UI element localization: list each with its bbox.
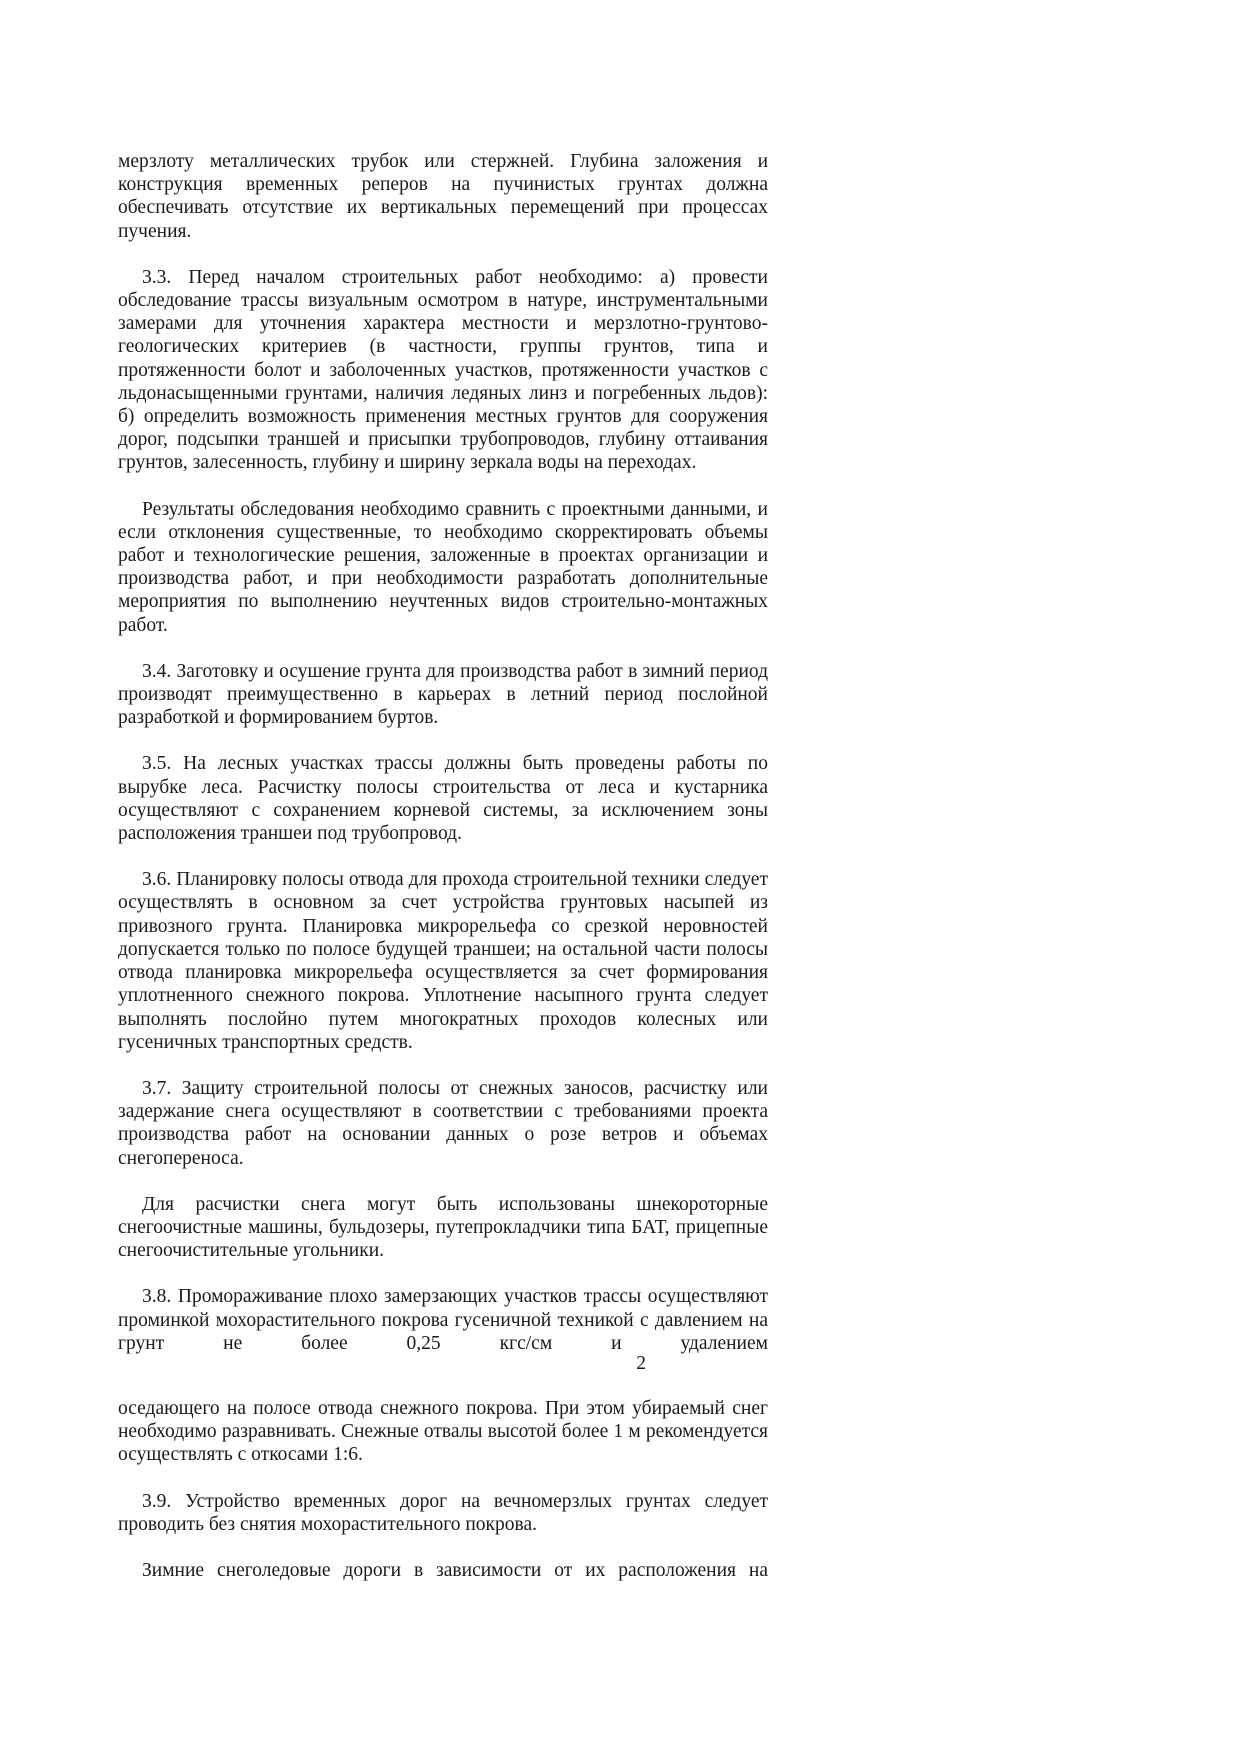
- paragraph-3-6: 3.6. Планировку полосы отвода для прохода строительной техники следует осуществлять в основном за счет устройства грунтовых насыпей из привозного грунта. Планировка микрорельефа со срезкой неровностей допускается только по полосе будущей траншеи; на остальной части полосы отвода планировка микрорельефа осуществляется за счет формирования уплотненного снежного покрова. Уплотнение насыпного грунта следует выполнять послойно путем многократных проходов колесных или гусеничных транспортных средств.: [118, 869, 768, 1053]
- paragraph-3-8-continued: оседающего на полосе отвода снежного покрова. При этом убираемый снег необходимо разравнивать. Снежные отвалы высотой более 1 м рекомендуется осуществлять с откосами 1:6.: [118, 1397, 768, 1466]
- paragraph-3-5: 3.5. На лесных участках трассы должны быть проведены работы по вырубке леса. Расчистку полосы строительства от леса и кустарника осуществляют с сохранением корневой системы, за исключением зоны расположения траншеи под трубопровод.: [118, 753, 768, 845]
- paragraph-3-8: [118, 1285, 768, 1355]
- paragraph-3-4: 3.4. Заготовку и осушение грунта для производства работ в зимний период производят преимущественно в карьерах в летний период послойной разработкой и формированием буртов.: [118, 660, 768, 729]
- paragraph-winter-roads: Зимние снеголедовые дороги в зависимости от их расположения на: [142, 1559, 768, 1581]
- paragraph-3-7: 3.7. Защиту строительной полосы от снежных заносов, расчистку или задержание снега осуществляют в соответствии с требованиями проекта производства работ на основании данных о розе ветров и объемах снегопереноса.: [118, 1077, 768, 1169]
- paragraph-3-9: 3.9. Устройство временных дорог на вечномерзлых грунтах следует проводить без снятия мохорастительного покрова.: [118, 1490, 768, 1535]
- paragraph-intro: мерзлоту металлических трубок или стержней. Глубина заложения и конструкция временных реперов на пучинистых грунтах должна обеспечивать отсутствие их вертикальных перемещений при процессах пучения.: [118, 151, 768, 242]
- paragraph-3-8-text-before: 3.8. Промораживание плохо замерзающих участков трассы осуществляют проминкой мохорастительного покрова гусеничной техникой с давлением на грунт не более 0,25 кгс/см и удалением: [118, 1286, 768, 1354]
- paragraph-results: Результаты обследования необходимо сравнить с проектными данными, и если отклонения существенные, то необходимо скорректировать объемы работ и технологические решения, заложенные в проектах организации и производства работ, и при необходимости разработать дополнительные мероприятия по выполнению неучтенных видов строительно-монтажных работ.: [118, 498, 768, 636]
- document-page: [118, 150, 768, 1605]
- superscript-mark: 2: [636, 1352, 646, 1374]
- paragraph-3-3: 3.3. Перед началом строительных работ необходимо: а) провести обследование трассы визуальным осмотром в натуре, инструментальными замерами для уточнения характера местности и мерзлотно-грунтово-геологических критериев (в частности, группы грунтов, типа и протяженности болот и заболоченных участков, протяженности участков с льдонасыщенными грунтами, наличия ледяных линз и погребенных льдов): б) определить возможность применения местных грунтов для сооружения дорог, подсыпки траншей и присыпки трубопроводов, глубину оттаивания грунтов, залесенность, глубину и ширину зеркала воды на переходах.: [118, 266, 768, 474]
- paragraph-snow-clearing: Для расчистки снега могут быть использованы шнекороторные снегоочистные машины, бульдозеры, путепрокладчики типа БАТ, прицепные снегоочистительные угольники.: [118, 1193, 768, 1262]
